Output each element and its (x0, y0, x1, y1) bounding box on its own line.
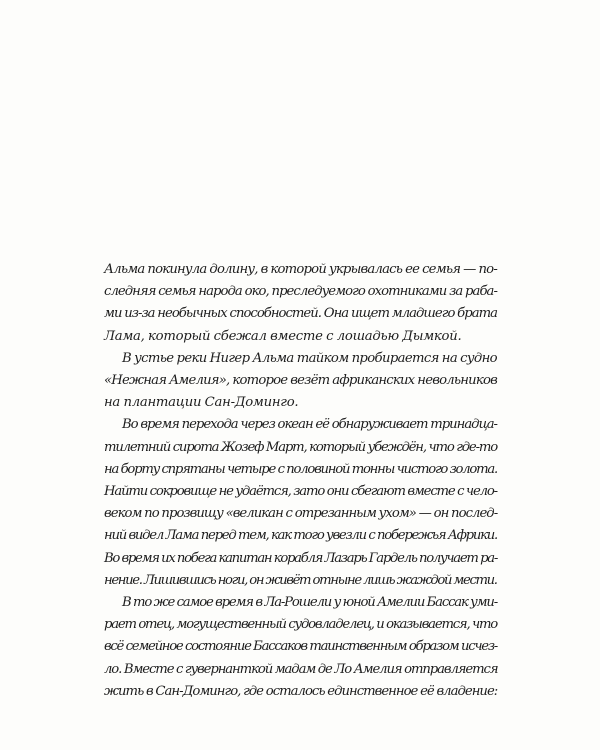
text-line: В то же самое время в Ла-Рошели у юной Амелии Бассак уми- (122, 595, 497, 611)
text-line: «Нежная Амелия», которое везёт африканских невольников (104, 373, 497, 389)
text-line: В устье реки Нигер Альма тайком пробирается на судно (122, 350, 497, 366)
text-line: на плантации Сан-Доминго. (104, 395, 299, 411)
paragraph-1 (104, 259, 497, 348)
text-line: жить в Сан-Доминго, где осталось единственное её владение: (104, 683, 498, 699)
text-line: рает отец, могущественный судовладелец, и оказывается, что (104, 617, 498, 633)
paragraph-3 (104, 414, 497, 592)
text-line: нение. Лишившись ноги, он живёт отныне лишь жаждой мести. (104, 572, 497, 588)
text-line: Альма покинула долину, в которой укрывалась ее семья — по- (104, 262, 497, 277)
text-line: всё семейное состояние Бассаков таинственным образом исчез- (104, 639, 497, 655)
text-line: тилетний сирота Жозеф Март, который убеждён, что где-то (104, 439, 497, 455)
text-line: следняя семья народа око, преследуемого охотниками за раба- (104, 284, 497, 300)
text-line: Найти сокровище не удаётся, зато они сбегают вместе с чело- (104, 484, 497, 500)
text-line: ми из-за необычных способностей. Она ищет младшего брата (104, 306, 497, 322)
text-line: на борту спрятаны четыре с половиной тонны чистого золота. (104, 461, 497, 477)
text-block (104, 259, 497, 703)
text-line: Во время их побега капитан корабля Лазарь Гардель получает ра- (104, 550, 497, 566)
text-line: Во время перехода через океан её обнаруживает тринадца- (122, 417, 497, 433)
text-line: Лама, который сбежал вместе с лошадью Дымкой. (104, 328, 462, 344)
paragraph-4 (104, 592, 497, 703)
text-line: ний видел Лама перед тем, как того увезли с побережья Африки. (104, 528, 497, 544)
text-line: веком по прозвищу «великан с отрезанным ухом» — он послед- (104, 506, 498, 522)
paragraph-2 (104, 348, 497, 415)
text-line: ло. Вместе с гувернанткой мадам де Ло Амелия отправляется (104, 661, 498, 677)
